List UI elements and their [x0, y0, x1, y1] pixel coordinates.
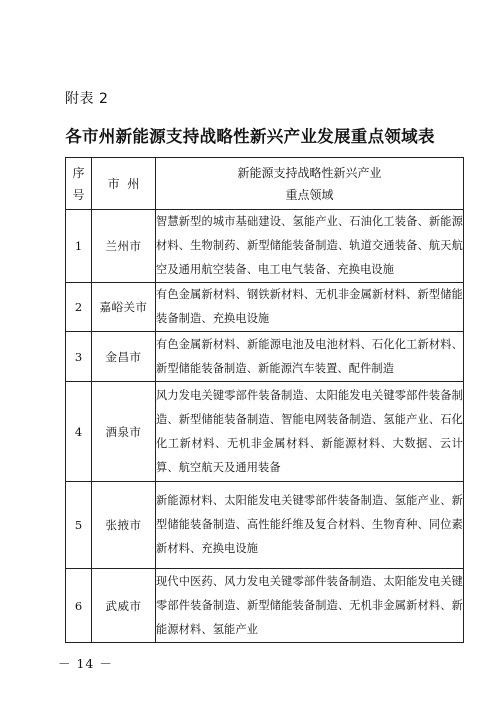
row-fields: 现代中医药、风力发电关键零部件装备制造、太阳能发电关键零部件装备制造、新型储能装备制造、无机非金属新材料、新能源材料、氢能产业	[156, 569, 464, 643]
row-city: 张掖市	[92, 482, 156, 569]
row-fields: 新能源材料、太阳能发电关键零部件装备制造、氢能产业、新型储能装备制造、高性能纤维及复合材料、生物育种、同位素新材料、充换电设施	[156, 482, 464, 569]
row-fields: 风力发电关键零部件装备制造、太阳能发电关键零部件装备制造、新型储能装备制造、智能电网装备制造、氢能产业、石化化工新材料、无机非金属材料、新能源材料、大数据、云计算、航空航天及通用装备	[156, 382, 464, 482]
header-field	[156, 158, 464, 210]
header-seq-line2: 号	[72, 187, 85, 202]
header-seq	[66, 158, 92, 210]
annex-label: 附表 2	[65, 91, 109, 107]
row-city: 金昌市	[92, 332, 156, 382]
table-row	[66, 482, 464, 569]
header-field-line2: 重点领域	[285, 187, 334, 202]
header-seq-line1: 序	[72, 165, 85, 180]
row-seq: 5	[66, 482, 92, 569]
row-city: 武威市	[92, 569, 156, 643]
table-title: 各市州新能源支持战略性新兴产业发展重点领域表	[65, 127, 435, 146]
header-city: 市 州	[92, 158, 156, 210]
row-city: 嘉峪关市	[92, 283, 156, 332]
table-row	[66, 210, 464, 283]
key-fields-table	[65, 157, 464, 643]
row-fields: 智慧新型的城市基础建设、氢能产业、石油化工装备、新能源材料、生物制药、新型储能装备制造、轨道交通装备、航天航空及通用航空装备、电工电气装备、充换电设施	[156, 210, 464, 283]
table-row	[66, 569, 464, 643]
table-header-row	[66, 158, 464, 210]
row-fields: 有色金属新材料、钢铁新材料、无机非金属新材料、新型储能装备制造、充换电设施	[156, 283, 464, 332]
row-seq: 6	[66, 569, 92, 643]
header-field-line1: 新能源支持战略性新兴产业	[237, 165, 382, 180]
row-fields: 有色金属新材料、新能源电池及电池材料、石化化工新材料、新型储能装备制造、新能源汽车装置、配件制造	[156, 332, 464, 382]
page-number: － 14 －	[58, 656, 113, 671]
row-seq: 1	[66, 210, 92, 283]
table-row	[66, 283, 464, 332]
row-seq: 3	[66, 332, 92, 382]
table-row	[66, 382, 464, 482]
row-city: 兰州市	[92, 210, 156, 283]
row-seq: 2	[66, 283, 92, 332]
row-seq: 4	[66, 382, 92, 482]
row-city: 酒泉市	[92, 382, 156, 482]
table-row	[66, 332, 464, 382]
